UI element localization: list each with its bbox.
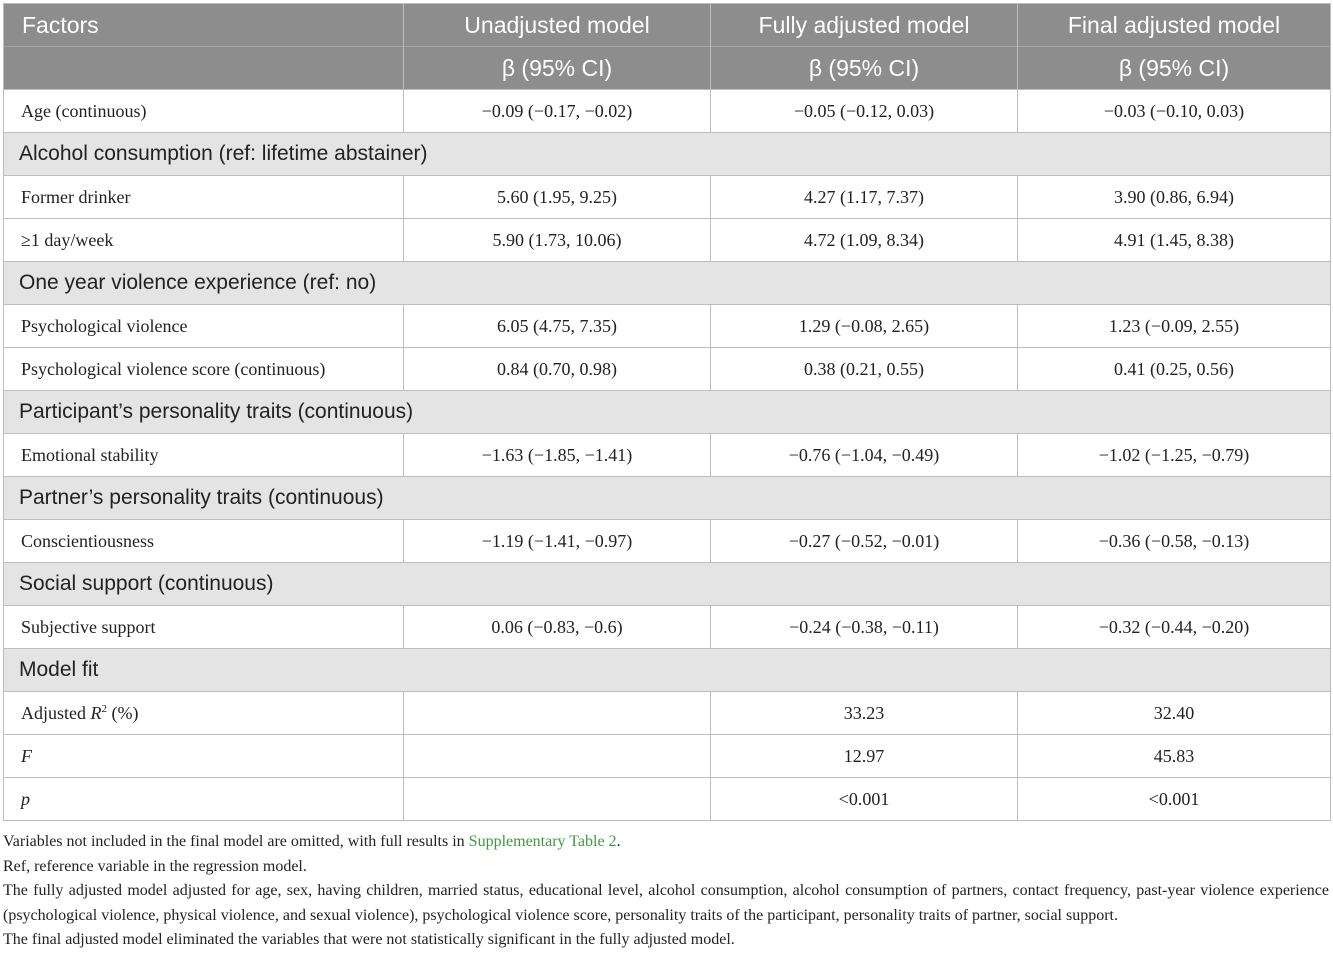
row-label-superscript: 2	[101, 702, 107, 715]
row-label-variable: R	[90, 702, 102, 723]
section-label: One year violence experience (ref: no)	[4, 262, 1331, 305]
cell-unadjusted: −1.19 (−1.41, −0.97)	[404, 520, 711, 563]
table-row-adjusted-r2	[4, 692, 1331, 735]
cell-unadjusted: 5.90 (1.73, 10.06)	[404, 219, 711, 262]
footnote-final-adjusted-model: The final adjusted model eliminated the variables that were not statistically significant in the fully adjusted model.	[3, 931, 735, 948]
table-row-emotional-stability	[4, 434, 1331, 477]
table-row-former-drinker	[4, 176, 1331, 219]
row-label	[4, 692, 404, 735]
footnote-fully-adjusted-model: The fully adjusted model adjusted for age, sex, having children, married status, educational level, alcohol consumption, alcohol consumption of partners, contact frequency, past-year violence experience (psychological violence, physical violence, and sexual violence), psychological violence score, personality traits of the participant, personality traits of partner, social support.	[3, 882, 1329, 924]
table-row-age	[4, 90, 1331, 133]
footnote-text: .	[616, 833, 621, 850]
row-label: Former drinker	[4, 176, 404, 219]
row-label-prefix: Adjusted	[21, 702, 91, 723]
cell-final-adjusted: −0.03 (−0.10, 0.03)	[1018, 90, 1331, 133]
cell-final-adjusted: <0.001	[1018, 778, 1331, 821]
cell-fully-adjusted: −0.76 (−1.04, −0.49)	[711, 434, 1018, 477]
table-row-weekly-drinker	[4, 219, 1331, 262]
header-final-adjusted-model: Final adjusted model	[1018, 4, 1331, 47]
regression-results-table	[3, 3, 1331, 821]
row-label: ≥1 day/week	[4, 219, 404, 262]
section-row-model-fit	[4, 649, 1331, 692]
cell-unadjusted: −1.63 (−1.85, −1.41)	[404, 434, 711, 477]
section-label: Social support (continuous)	[4, 563, 1331, 606]
table-row-psychological-violence-score	[4, 348, 1331, 391]
section-row-alcohol	[4, 133, 1331, 176]
header-empty-cell	[4, 47, 404, 90]
table-footnotes	[3, 830, 1329, 953]
cell-fully-adjusted: 33.23	[711, 692, 1018, 735]
cell-final-adjusted: 3.90 (0.86, 6.94)	[1018, 176, 1331, 219]
section-label: Partner’s personality traits (continuous)	[4, 477, 1331, 520]
row-label-suffix: (%)	[107, 702, 139, 723]
section-row-violence	[4, 262, 1331, 305]
table-row-conscientiousness	[4, 520, 1331, 563]
header-row-estimates	[4, 47, 1331, 90]
cell-fully-adjusted: −0.24 (−0.38, −0.11)	[711, 606, 1018, 649]
cell-unadjusted: 5.60 (1.95, 9.25)	[404, 176, 711, 219]
footnote-omitted-variables	[3, 830, 1329, 855]
footnote-text: Variables not included in the final model are omitted, with full results in	[3, 833, 469, 850]
section-row-participant-traits	[4, 391, 1331, 434]
row-label: F	[4, 735, 404, 778]
cell-unadjusted	[404, 692, 711, 735]
header-final-adjusted-beta: β (95% CI)	[1018, 47, 1331, 90]
header-fully-adjusted-beta: β (95% CI)	[711, 47, 1018, 90]
cell-final-adjusted: 32.40	[1018, 692, 1331, 735]
table-row-psychological-violence	[4, 305, 1331, 348]
header-factors: Factors	[4, 4, 404, 47]
row-label: Emotional stability	[4, 434, 404, 477]
section-label: Participant’s personality traits (continuous)	[4, 391, 1331, 434]
section-label: Alcohol consumption (ref: lifetime abstainer)	[4, 133, 1331, 176]
cell-final-adjusted: 0.41 (0.25, 0.56)	[1018, 348, 1331, 391]
row-label: p	[4, 778, 404, 821]
cell-unadjusted: −0.09 (−0.17, −0.02)	[404, 90, 711, 133]
cell-final-adjusted: −0.36 (−0.58, −0.13)	[1018, 520, 1331, 563]
row-label: Age (continuous)	[4, 90, 404, 133]
header-row-models	[4, 4, 1331, 47]
section-row-partner-traits	[4, 477, 1331, 520]
section-label: Model fit	[4, 649, 1331, 692]
header-unadjusted-model: Unadjusted model	[404, 4, 711, 47]
row-label: Conscientiousness	[4, 520, 404, 563]
cell-fully-adjusted: −0.05 (−0.12, 0.03)	[711, 90, 1018, 133]
cell-final-adjusted: 4.91 (1.45, 8.38)	[1018, 219, 1331, 262]
table-row-p-value	[4, 778, 1331, 821]
cell-unadjusted	[404, 735, 711, 778]
cell-unadjusted: 0.84 (0.70, 0.98)	[404, 348, 711, 391]
cell-final-adjusted: −1.02 (−1.25, −0.79)	[1018, 434, 1331, 477]
cell-fully-adjusted: 4.27 (1.17, 7.37)	[711, 176, 1018, 219]
cell-fully-adjusted: 12.97	[711, 735, 1018, 778]
cell-fully-adjusted: <0.001	[711, 778, 1018, 821]
header-fully-adjusted-model: Fully adjusted model	[711, 4, 1018, 47]
cell-unadjusted: 6.05 (4.75, 7.35)	[404, 305, 711, 348]
table-row-subjective-support	[4, 606, 1331, 649]
supplementary-table-link[interactable]: Supplementary Table 2	[468, 833, 617, 850]
cell-final-adjusted: −0.32 (−0.44, −0.20)	[1018, 606, 1331, 649]
cell-final-adjusted: 45.83	[1018, 735, 1331, 778]
row-label: Psychological violence score (continuous)	[4, 348, 404, 391]
cell-unadjusted: 0.06 (−0.83, −0.6)	[404, 606, 711, 649]
row-label: Psychological violence	[4, 305, 404, 348]
section-row-social-support	[4, 563, 1331, 606]
cell-fully-adjusted: 1.29 (−0.08, 2.65)	[711, 305, 1018, 348]
cell-fully-adjusted: 4.72 (1.09, 8.34)	[711, 219, 1018, 262]
cell-fully-adjusted: −0.27 (−0.52, −0.01)	[711, 520, 1018, 563]
cell-final-adjusted: 1.23 (−0.09, 2.55)	[1018, 305, 1331, 348]
cell-fully-adjusted: 0.38 (0.21, 0.55)	[711, 348, 1018, 391]
header-unadjusted-beta: β (95% CI)	[404, 47, 711, 90]
footnote-ref-definition: Ref, reference variable in the regression model.	[3, 857, 307, 875]
cell-unadjusted	[404, 778, 711, 821]
row-label: Subjective support	[4, 606, 404, 649]
table-row-f-statistic	[4, 735, 1331, 778]
